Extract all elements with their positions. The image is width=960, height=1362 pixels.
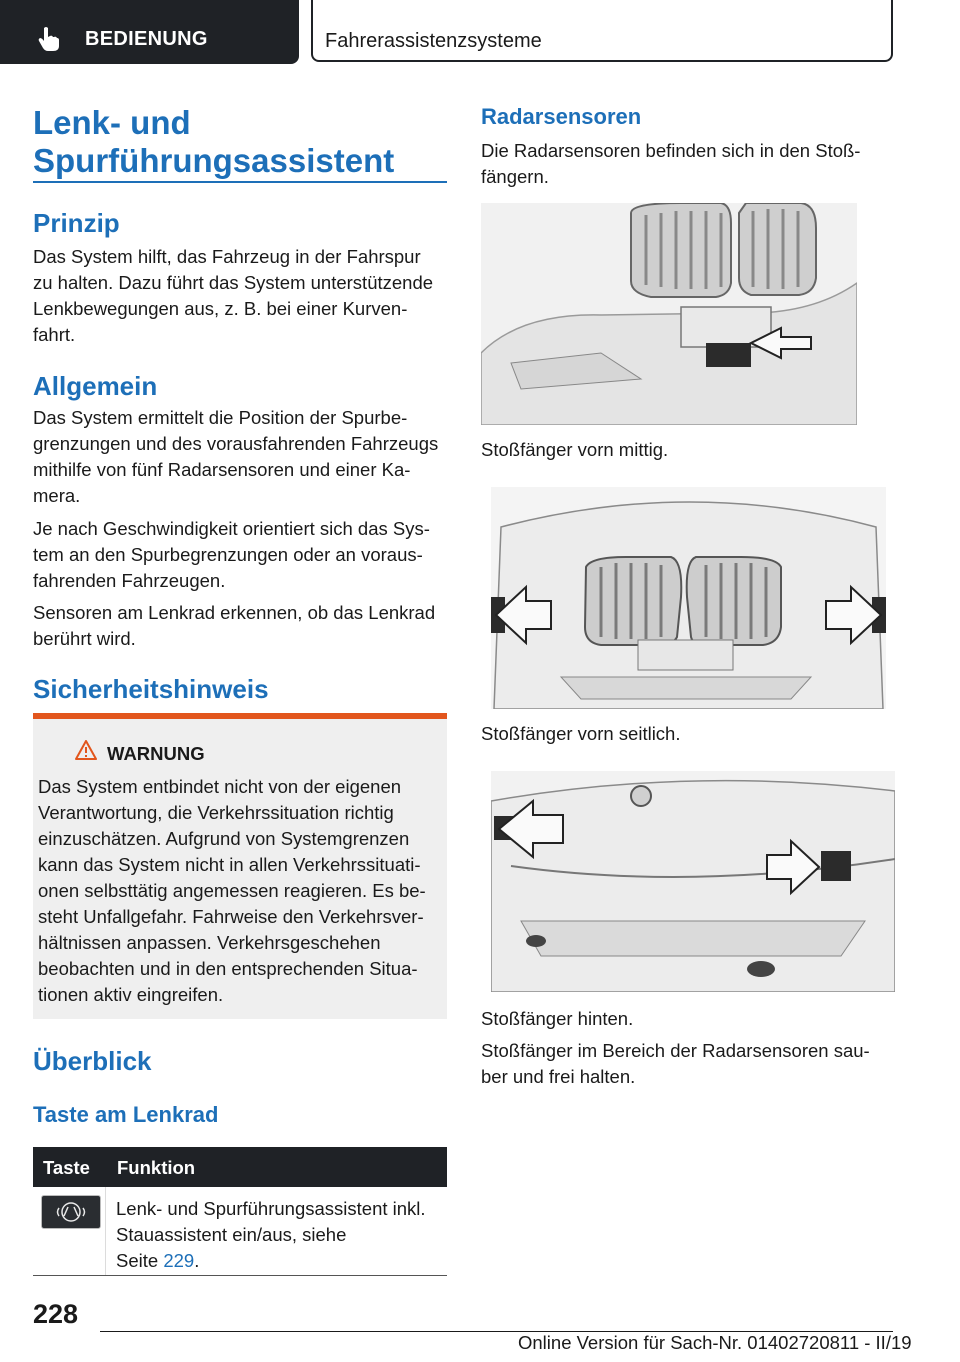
subheading-taste-am-lenkrad: Taste am Lenkrad [33,1102,219,1127]
text-line: tionen aktiv eingreifen. [38,984,224,1005]
warning-text [38,774,426,1008]
text-line: hältnissen anpassen. Verkehrsgeschehen [38,932,381,953]
text-line: Die Radarsensoren befinden sich in den Stoß- [481,140,861,161]
allgemein-paragraph-3 [33,600,435,652]
text-line: Das System ermittelt die Position der Spurbe- [33,407,408,428]
car-front-center-illustration [481,203,857,425]
text-line: mithilfe von fünf Radarsensoren und einer Ka- [33,459,411,480]
text-line: Das System entbindet nicht von der eigenen [38,776,402,797]
table-header [33,1147,447,1187]
table-row [116,1196,426,1274]
radar-intro [481,138,860,190]
page-link-229[interactable]: 229 [163,1250,195,1271]
radar-outro [481,1038,870,1090]
text-line: fahrenden Fahrzeugen. [33,570,226,591]
text-line: tem an den Spurbegrenzungen oder an voraus- [33,544,423,565]
text-line: berührt wird. [33,628,136,649]
page-title-line1: Lenk- und [33,104,191,141]
warning-triangle-icon [75,740,97,760]
prinzip-paragraph [33,244,433,348]
text-line: steht Unfallgefahr. Fahrweise den Verkehrsver- [38,906,424,927]
function-line: Lenk- und Spurführungsassistent inkl. [116,1198,426,1219]
image-front-bumper-sides [491,487,886,709]
lane-assist-icon [42,1196,100,1228]
image-front-bumper-center [481,203,857,425]
text-line: grenzungen und des vorausfahrenden Fahrzeugs [33,433,439,454]
caption-front-center: Stoßfänger vorn mittig. [481,439,669,460]
text-line: zu halten. Dazu führt das System unterstützende [33,272,434,293]
heading-ueberblick: Überblick [33,1046,152,1076]
heading-sicherheitshinweis: Sicherheitshinweis [33,674,269,704]
text-line: Das System hilft, das Fahrzeug in der Fahrspur [33,246,421,267]
section-label: BEDIENUNG [85,28,208,50]
title-underline [33,181,447,183]
text-line: einzuschätzen. Aufgrund von Systemgrenzen [38,828,410,849]
text-line: mera. [33,485,81,506]
hand-pointer-icon [38,26,60,52]
table-column-divider [105,1187,106,1275]
text-line: Lenkbewegungen aus, z. B. bei einer Kurven- [33,298,408,319]
chapter-label: Fahrerassistenzsysteme [325,30,542,52]
text-line: fahrt. [33,324,76,345]
online-version-text: Online Version für Sach-Nr. 01402720811 - II/19 [518,1332,912,1353]
function-line: Stauassistent ein/aus, siehe [116,1224,347,1245]
page-title-line2: Spurführungsassistent [33,142,395,179]
allgemein-paragraph-2 [33,516,430,594]
warning-accent-bar [33,713,447,719]
text-line: Je nach Geschwindigkeit orientiert sich das Sys- [33,518,430,539]
heading-allgemein: Allgemein [33,371,158,401]
text-line: fängern. [481,166,549,187]
text-line: ber und frei halten. [481,1066,636,1087]
page-ref-suffix: . [194,1250,200,1271]
table-bottom-rule [33,1275,447,1276]
caption-rear: Stoßfänger hinten. [481,1008,634,1029]
image-rear-bumper [491,771,895,992]
text-line: onen selbsttätig angemessen reagieren. Es be- [38,880,426,901]
car-rear-illustration [491,771,895,992]
text-line: kann das System nicht in allen Verkehrssituati- [38,854,421,875]
text-line: Stoßfänger im Bereich der Radarsensoren sau- [481,1040,870,1061]
heading-prinzip: Prinzip [33,208,120,238]
text-line: beobachten und in den entsprechenden Situa- [38,958,418,979]
column-header-taste: Taste [43,1157,90,1178]
allgemein-paragraph-1 [33,405,438,509]
function-line-page-ref [116,1248,426,1274]
page-number: 228 [33,1299,79,1329]
heading-radarsensoren: Radarsensoren [481,104,642,129]
caption-front-sides: Stoßfänger vorn seitlich. [481,723,681,744]
text-line: Verantwortung, die Verkehrssituation richtig [38,802,394,823]
column-header-funktion: Funktion [117,1157,196,1178]
lane-assist-button-image [41,1195,101,1229]
car-front-sides-illustration [491,487,886,709]
text-line: Sensoren am Lenkrad erkennen, ob das Lenkrad [33,602,436,623]
warning-title: WARNUNG [107,743,205,764]
page-ref-prefix: Seite [116,1250,164,1271]
